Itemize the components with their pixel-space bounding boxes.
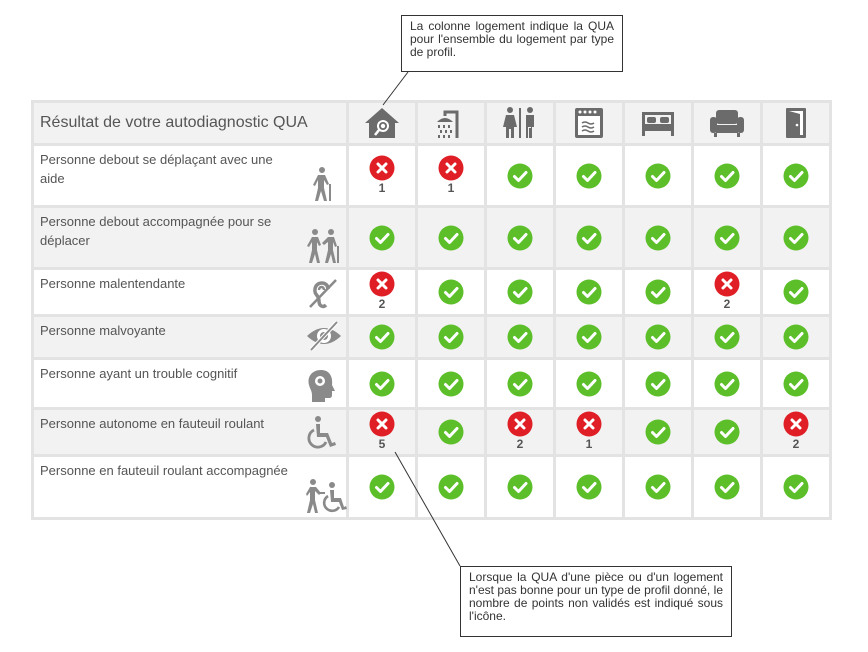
result-cell <box>694 146 760 205</box>
result-cell <box>349 360 415 407</box>
failed-points-count: 2 <box>723 297 731 311</box>
profile-label-cell <box>34 270 346 314</box>
profile-label-cell <box>34 410 346 454</box>
house-search-icon <box>349 106 415 140</box>
cross-icon <box>714 271 740 297</box>
failed-points-count: 1 <box>378 180 386 195</box>
column-header-shower <box>418 103 484 143</box>
result-cell <box>349 208 415 267</box>
failed-result <box>576 411 602 450</box>
bed-icon <box>625 108 691 138</box>
column-header-toilet <box>487 103 553 143</box>
result-cell <box>625 208 691 267</box>
result-cell <box>556 270 622 314</box>
check-icon <box>645 419 671 445</box>
profile-label: Personne en fauteuil roulant accompagnée <box>40 463 288 478</box>
result-cell <box>418 270 484 314</box>
column-header-kitchen-oven <box>556 103 622 143</box>
result-cell <box>487 410 553 454</box>
table-row <box>34 457 829 517</box>
check-icon <box>438 324 464 350</box>
check-icon <box>438 474 464 500</box>
result-cell <box>487 146 553 205</box>
table-row <box>34 208 829 267</box>
check-icon <box>783 324 809 350</box>
result-cell <box>487 457 553 517</box>
cross-icon <box>369 155 395 181</box>
result-cell <box>625 360 691 407</box>
check-icon <box>645 163 671 189</box>
door-icon <box>763 106 829 140</box>
table-row <box>34 270 829 314</box>
failed-points-count: 2 <box>792 437 800 451</box>
result-cell <box>763 360 829 407</box>
profile-label: Personne debout se déplaçant avec une aide <box>40 152 273 186</box>
result-cell <box>694 270 760 314</box>
cross-icon <box>507 411 533 437</box>
result-cell <box>763 457 829 517</box>
check-icon <box>645 324 671 350</box>
check-icon <box>438 279 464 305</box>
table-title: Résultat de votre autodiagnostic QUA <box>40 114 308 131</box>
result-cell <box>556 360 622 407</box>
result-cell <box>418 317 484 357</box>
profile-label-cell <box>34 208 346 267</box>
table-title-cell <box>34 103 346 143</box>
check-icon <box>783 163 809 189</box>
failed-points-count: 2 <box>516 437 524 451</box>
result-cell <box>763 270 829 314</box>
result-cell <box>418 208 484 267</box>
result-cell <box>487 270 553 314</box>
column-header-armchair <box>694 103 760 143</box>
check-icon <box>714 419 740 445</box>
result-cell <box>487 317 553 357</box>
failed-result <box>507 411 533 450</box>
profile-label-cell <box>34 317 346 357</box>
result-cell <box>349 457 415 517</box>
result-cell <box>625 317 691 357</box>
result-cell <box>418 410 484 454</box>
result-cell <box>694 410 760 454</box>
check-icon <box>576 163 602 189</box>
result-cell <box>763 410 829 454</box>
result-cell <box>763 317 829 357</box>
check-icon <box>507 371 533 397</box>
toilet-icon <box>487 106 553 140</box>
result-cell <box>625 146 691 205</box>
result-cell <box>694 317 760 357</box>
hearing-impaired-icon <box>304 275 340 311</box>
result-cell <box>694 457 760 517</box>
result-cell <box>625 457 691 517</box>
check-icon <box>576 474 602 500</box>
profile-label: Personne malvoyante <box>40 323 166 338</box>
check-icon <box>369 225 395 251</box>
failed-points-count: 5 <box>378 437 386 451</box>
cross-icon <box>369 271 395 297</box>
table-header-row <box>34 103 829 143</box>
result-cell <box>694 208 760 267</box>
result-cell <box>349 410 415 454</box>
result-cell <box>763 208 829 267</box>
check-icon <box>369 371 395 397</box>
person-cane-icon <box>304 166 340 202</box>
failed-result <box>369 411 395 450</box>
diagnostic-table <box>31 100 832 520</box>
result-cell <box>349 270 415 314</box>
failed-result <box>783 411 809 450</box>
cross-icon <box>369 411 395 437</box>
result-cell <box>556 457 622 517</box>
profile-label-cell <box>34 146 346 205</box>
result-cell <box>418 457 484 517</box>
check-icon <box>576 279 602 305</box>
armchair-icon <box>694 107 760 139</box>
profile-label: Personne autonome en fauteuil roulant <box>40 416 265 431</box>
check-icon <box>714 324 740 350</box>
check-icon <box>714 163 740 189</box>
profile-label: Personne malentendante <box>40 276 186 291</box>
result-cell <box>763 146 829 205</box>
check-icon <box>783 371 809 397</box>
check-icon <box>645 279 671 305</box>
person-accompanied-icon <box>304 228 340 264</box>
visually-impaired-icon <box>304 318 340 354</box>
check-icon <box>783 225 809 251</box>
result-cell <box>418 146 484 205</box>
cross-icon <box>783 411 809 437</box>
check-icon <box>438 371 464 397</box>
check-icon <box>783 279 809 305</box>
cross-icon <box>576 411 602 437</box>
result-cell <box>556 146 622 205</box>
result-cell <box>625 270 691 314</box>
result-cell <box>625 410 691 454</box>
check-icon <box>576 225 602 251</box>
check-icon <box>714 225 740 251</box>
kitchen-oven-icon <box>556 106 622 140</box>
check-icon <box>645 225 671 251</box>
check-icon <box>507 225 533 251</box>
cross-icon <box>438 155 464 181</box>
check-icon <box>507 324 533 350</box>
wheelchair-icon <box>304 415 340 451</box>
failed-result <box>714 271 740 310</box>
failed-result <box>438 155 464 194</box>
column-header-house-search <box>349 103 415 143</box>
check-icon <box>369 324 395 350</box>
profile-label-cell <box>34 360 346 407</box>
table-row <box>34 146 829 205</box>
check-icon <box>507 279 533 305</box>
callout-logement-column: La colonne logement indique la QUA pour l'ensemble du logement par type de profil. <box>401 15 623 72</box>
check-icon <box>645 474 671 500</box>
profile-label: Personne debout accompagnée pour se déplacer <box>40 214 272 248</box>
result-cell <box>694 360 760 407</box>
cognitive-disorder-icon <box>304 368 340 404</box>
column-header-bed <box>625 103 691 143</box>
result-cell <box>556 317 622 357</box>
check-icon <box>507 474 533 500</box>
table-row <box>34 360 829 407</box>
wheelchair-accompanied-icon <box>304 478 340 514</box>
check-icon <box>714 371 740 397</box>
profile-label: Personne ayant un trouble cognitif <box>40 366 238 381</box>
profile-label-cell <box>34 457 346 517</box>
result-cell <box>487 208 553 267</box>
check-icon <box>783 474 809 500</box>
result-cell <box>556 410 622 454</box>
check-icon <box>507 163 533 189</box>
check-icon <box>438 225 464 251</box>
shower-icon <box>418 106 484 140</box>
result-cell <box>556 208 622 267</box>
failed-result <box>369 155 395 194</box>
result-cell <box>418 360 484 407</box>
result-cell <box>349 146 415 205</box>
table-row <box>34 410 829 454</box>
check-icon <box>369 474 395 500</box>
result-cell <box>349 317 415 357</box>
column-header-door <box>763 103 829 143</box>
failed-points-count: 2 <box>378 297 386 311</box>
check-icon <box>576 324 602 350</box>
result-cell <box>487 360 553 407</box>
check-icon <box>438 419 464 445</box>
check-icon <box>714 474 740 500</box>
check-icon <box>645 371 671 397</box>
check-icon <box>576 371 602 397</box>
table-row <box>34 317 829 357</box>
failed-result <box>369 271 395 310</box>
failed-points-count: 1 <box>585 437 593 451</box>
failed-points-count: 1 <box>447 180 455 195</box>
callout-failed-points: Lorsque la QUA d'une pièce ou d'un logement n'est pas bonne pour un type de profil donné, le nombre de points non validés est indiqué sous l'icône. <box>460 566 732 637</box>
